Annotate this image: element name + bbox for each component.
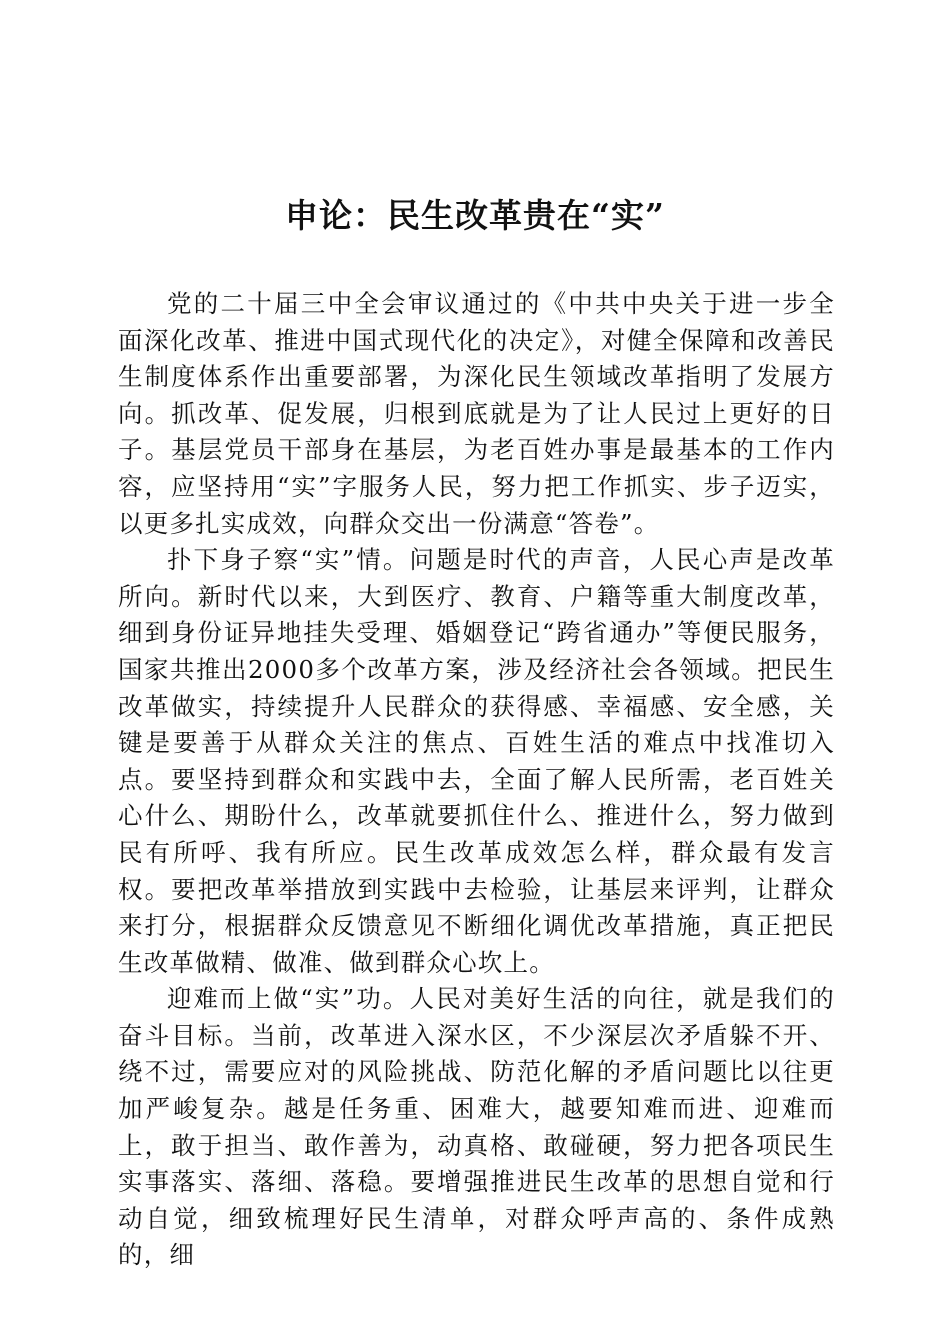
article-body xyxy=(118,286,835,1274)
page-title: 申论：民生改革贵在“实” xyxy=(285,196,665,236)
paragraph-investigate: 扑下身子察“实”情。问题是时代的声音，人民心声是改革所向。新时代以来，大到医疗、教育、户籍等重大制度改革，细到身份证异地挂失受理、婚姻登记“跨省通办”等便民服务，国家共推出2000多个改革方案，涉及经济社会各领域。把民生改革做实，持续提升人民群众的获得感、幸福感、安全感，关键是要善于从群众关注的焦点、百姓生活的难点中找准切入点。要坚持到群众和实践中去，全面了解人民所需，老百姓关心什么、期盼什么，改革就要抓住什么、推进什么，努力做到民有所呼、我有所应。民生改革成效怎么样，群众最有发言权。要把改革举措放到实践中去检验，让基层来评判，让群众来打分，根据群众反馈意见不断细化调优改革措施，真正把民生改革做精、做准、做到群众心坎上。 xyxy=(118,545,835,977)
paragraph-intro: 党的二十届三中全会审议通过的《中共中央关于进一步全面深化改革、推进中国式现代化的决定》，对健全保障和改善民生制度体系作出重要部署，为深化民生领域改革指明了发展方向。抓改革、促发展，归根到底就是为了让人民过上更好的日子。基层党员干部身在基层，为老百姓办事是最基本的工作内容，应坚持用“实”字服务人民，努力把工作抓实、步子迈实，以更多扎实成效，向群众交出一份满意“答卷”。 xyxy=(118,289,835,538)
paragraph-tackle-difficulties: 迎难而上做“实”功。人民对美好生活的向往，就是我们的奋斗目标。当前，改革进入深水区，不少深层次矛盾躲不开、绕不过，需要应对的风险挑战、防范化解的矛盾问题比以往更加严峻复杂。越是任务重、困难大，越要知难而进、迎难而上，敢于担当、敢作善为，动真格、敢碰硬，努力把各项民生实事落实、落细、落稳。要增强推进民生改革的思想自觉和行动自觉，细致梳理好民生清单，对群众呼声高的、条件成熟的，细 xyxy=(118,984,835,1270)
